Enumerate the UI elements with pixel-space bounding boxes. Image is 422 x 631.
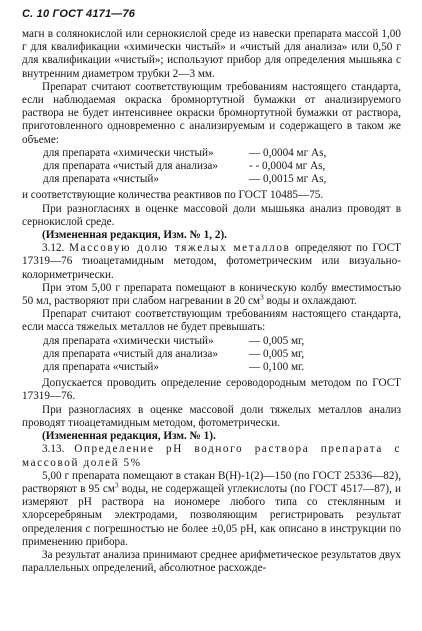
section-number: 3.12. bbox=[42, 242, 65, 255]
section-number: 3.13. bbox=[42, 443, 65, 456]
grade-label: для препарата «химически чистый» bbox=[43, 334, 214, 347]
grade-label: для препарата «чистый» bbox=[43, 173, 159, 186]
grade-label: для препарата «чистый» bbox=[43, 361, 159, 374]
grade-label: для препарата «чистый для анализа» bbox=[43, 347, 218, 360]
grade-label: для препарата «чистый для анализа» bbox=[43, 160, 218, 173]
amendment-note: (Измененная редакция, Изм. № 1). bbox=[42, 430, 216, 443]
paragraph-metals-criterion: Препарат считают соответствующим требованиям настоящего стандарта, если масса тяжелых металлов не будет превышать: bbox=[22, 308, 401, 334]
amendment-note: (Измененная редакция, Изм. № 1, 2). bbox=[42, 229, 227, 242]
section-3-12 bbox=[22, 242, 401, 282]
paragraph-metals-sample bbox=[22, 282, 401, 308]
metals-limits-list bbox=[22, 335, 401, 375]
list-item bbox=[22, 335, 401, 348]
section-3-13 bbox=[22, 443, 401, 469]
paragraph-h2s-method: Допускается проводить определение сероводородным методом по ГОСТ 17319—76. bbox=[22, 377, 401, 403]
limit-value: — 0,0004 мг As, bbox=[249, 146, 327, 159]
paragraph-result: За результат анализа принимают среднее арифметическое результатов двух параллельных определений, абсолютное расхожде- bbox=[22, 548, 402, 575]
limit-value: — 0,100 мг. bbox=[249, 361, 305, 374]
paragraph-arsenic-method: магн в солянокислой или сернокислой среде из навески препарата массой 1,00 г для квалификации «химически чистый» и «чистый для анализа» или 0,50 г для квалификации «чистый»; используют прибор для определения мышьяка с внутренним диаметром трубки 2—3 мм. bbox=[22, 28, 401, 80]
limit-value: — 0,0015 мг As, bbox=[249, 173, 327, 186]
paragraph-metals-dispute: При разногласиях в оценке массовой доли тяжелых металлов анализ проводят тиоацетамидным методом, фотометрически. bbox=[22, 403, 401, 429]
paragraph-arsenic-criterion: Препарат считают соответствующим требованиям настоящего стандарта, если наблюдаемая окраска бромнортутной бумажки от анализируемого раствора не будет интенсивнее окраски бромнортутной бумажки от раствора, приготовленного одновременно с анализируемым и содержащего в таком же объеме: bbox=[22, 80, 401, 146]
arsenic-limits-list bbox=[22, 147, 401, 187]
limit-value: — 0,005 мг, bbox=[249, 334, 305, 347]
list-item bbox=[22, 147, 401, 160]
unit-superscript: 3 bbox=[260, 292, 264, 302]
section-title: Массовую долю тяжелых металлов bbox=[68, 242, 291, 255]
paragraph-reagents: и соответствующие количества реактивов по ГОСТ 10485—75. bbox=[22, 189, 324, 202]
list-item bbox=[22, 361, 401, 374]
paragraph-arsenic-dispute: При разногласиях в оценке массовой доли мышьяка анализ проводят в сернокислой среде. bbox=[22, 202, 401, 228]
limit-value: — 0,005 мг, bbox=[249, 347, 305, 360]
procedure-text-end: воды, не содержащей углекислоты (по ГОСТ 4517—87), и измеряют pH раствора на иономере любого типа со стеклянным и хлорсеребряным электродами, позволяющим регистрировать результат определения с погрешностью не более ±0,05 pH, как описано в инструкции по применению прибора. bbox=[22, 482, 402, 548]
sample-text: При этом 5,00 г препарата помещают в коническую колбу вместимостью 50 мл, растворяют при слабом нагревании в 20 см bbox=[22, 281, 401, 308]
section-title: Определение pH водного раствора препарата с массовой долей 5% bbox=[22, 443, 402, 469]
unit-superscript: 3 bbox=[114, 480, 119, 490]
section-text: определяют по ГОСТ 17319—76 тиоацетамидным методом, фотометрическим или визуально-колориметрически. bbox=[22, 242, 402, 281]
grade-label: для препарата «химически чистый» bbox=[43, 146, 214, 159]
paragraph-ph-procedure bbox=[22, 470, 401, 549]
procedure-text: 5,00 г препарата помещают в стакан В(Н)-1(2)—150 (по ГОСТ 25336—82), растворяют в 95 см bbox=[22, 469, 401, 495]
list-item bbox=[22, 348, 401, 361]
sample-text-end: воды и охлаждают. bbox=[266, 295, 357, 308]
list-item bbox=[22, 173, 401, 186]
limit-value: - - 0,0004 мг As, bbox=[249, 160, 326, 173]
list-item bbox=[22, 160, 401, 173]
page-header: С. 10 ГОСТ 4171—76 bbox=[22, 8, 136, 20]
